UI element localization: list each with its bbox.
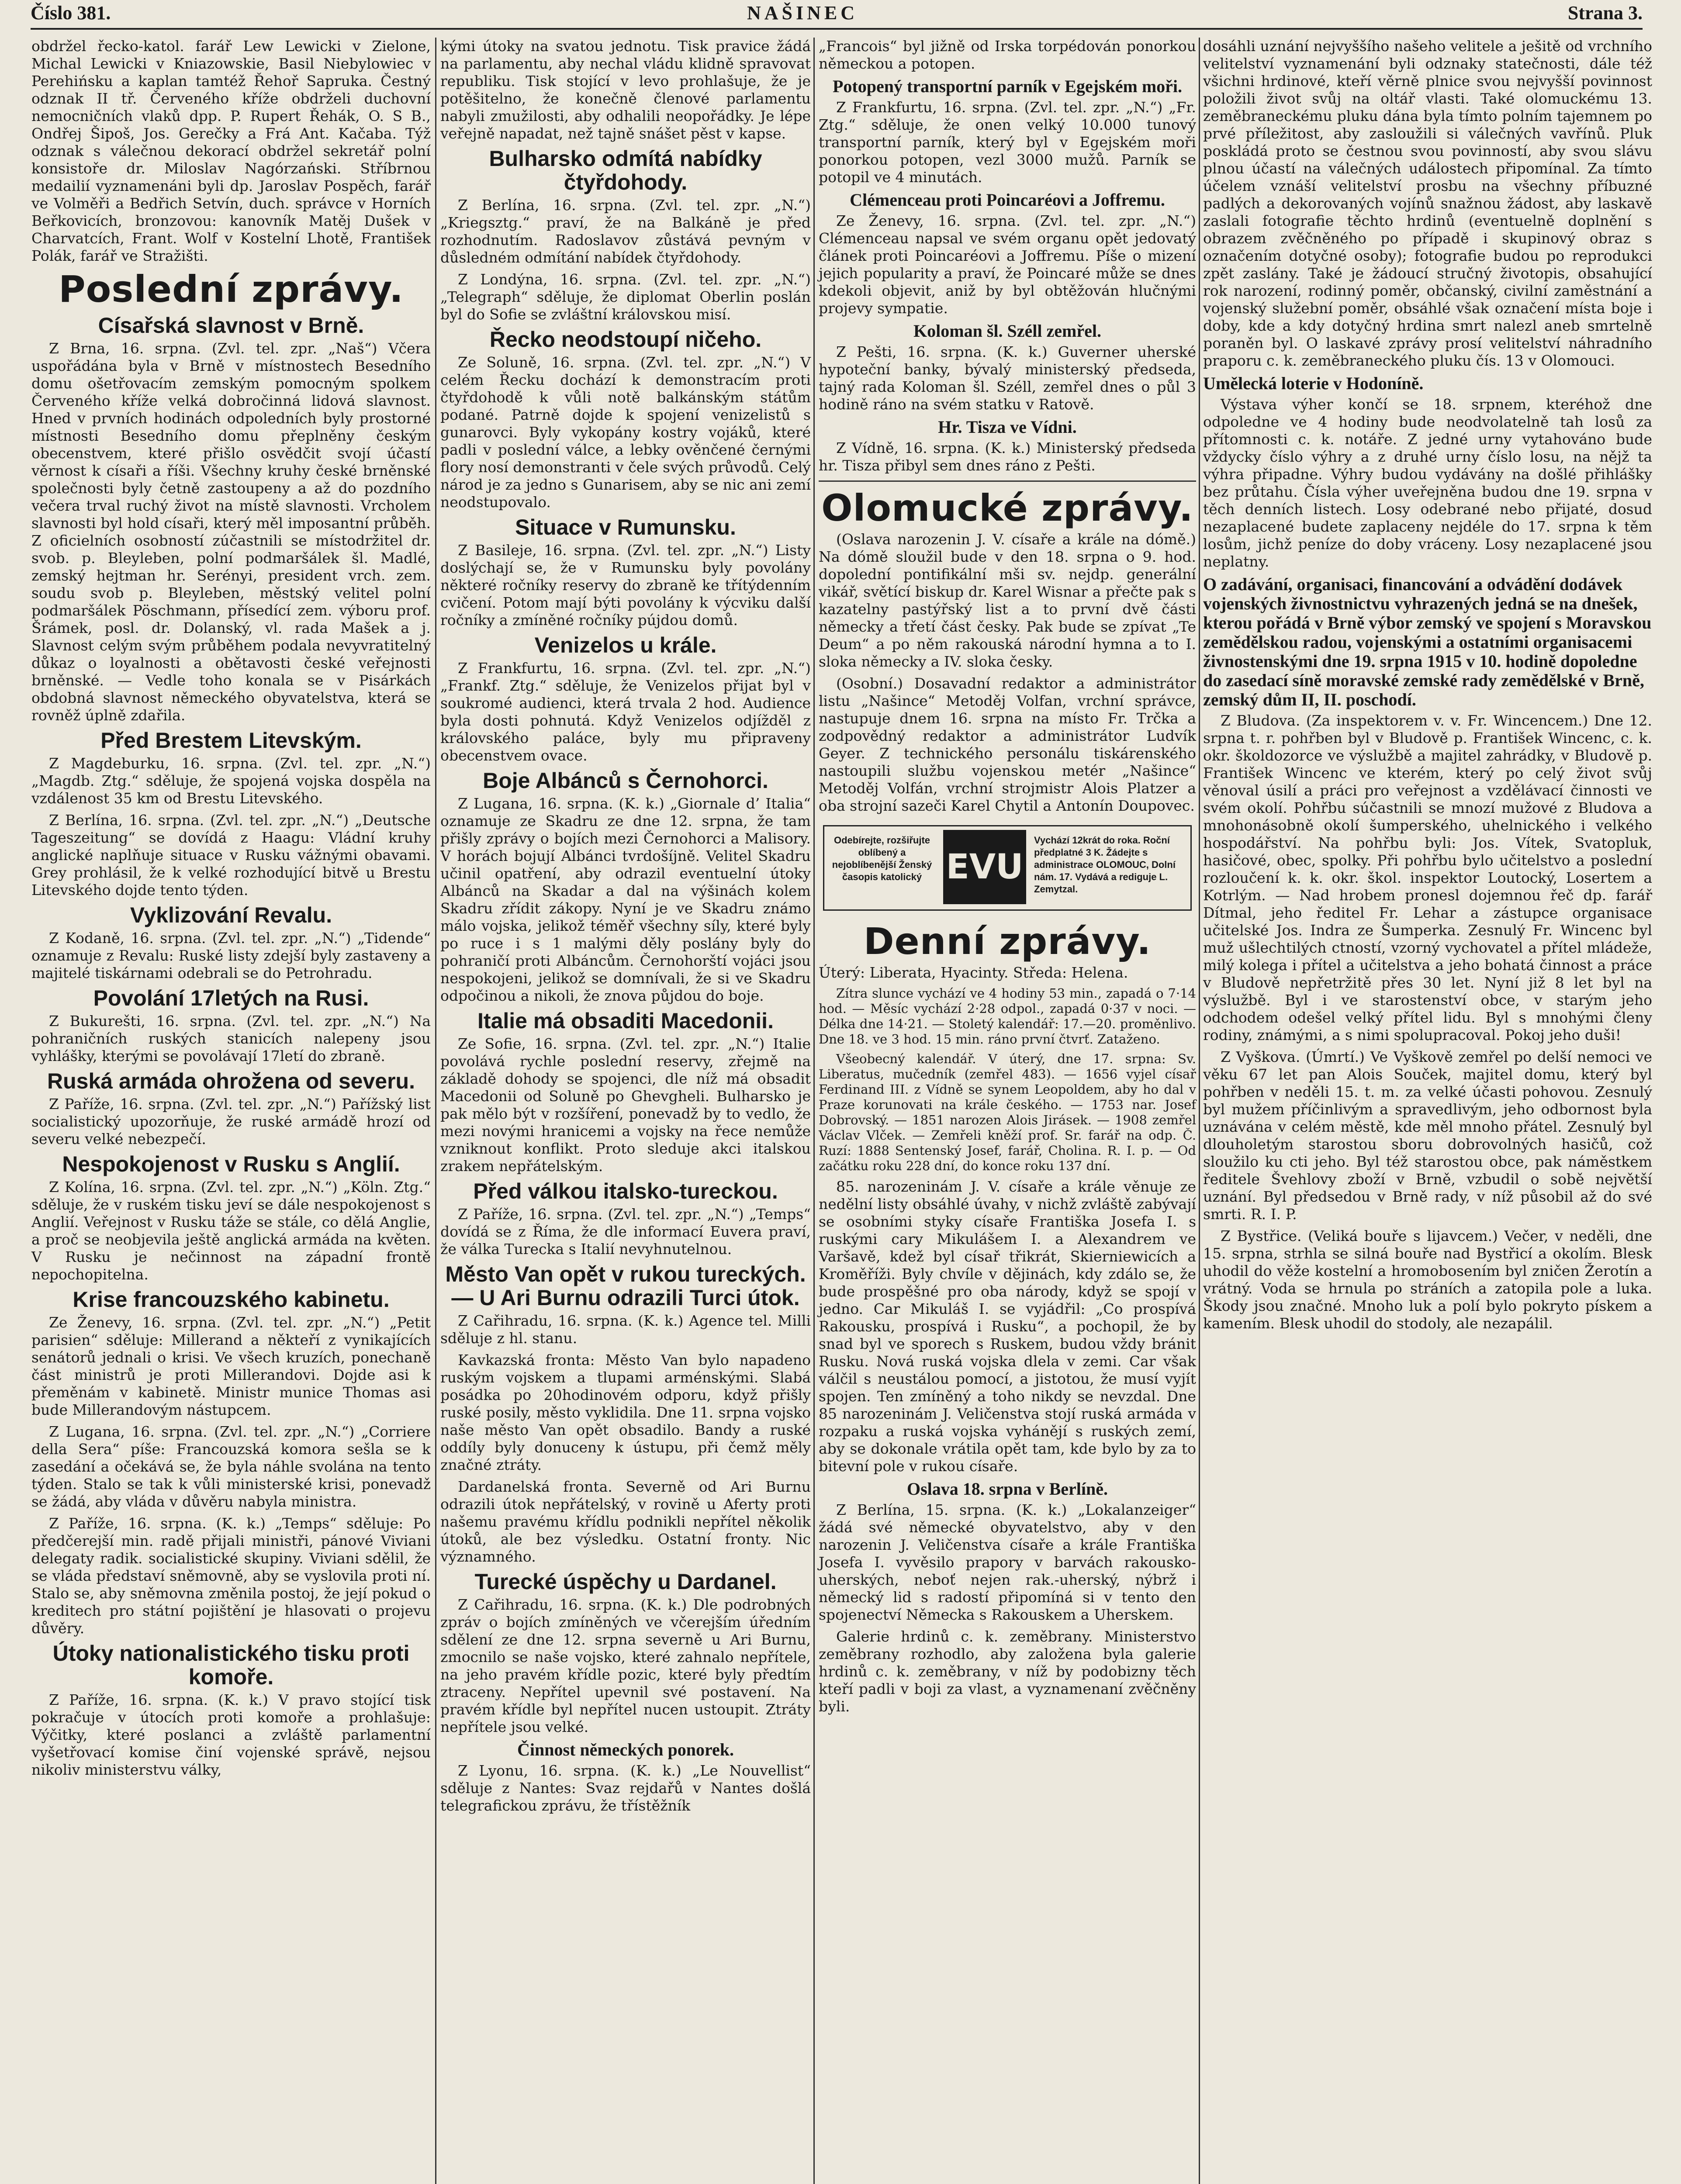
article-heading: Situace v Rumunsku. (515, 515, 736, 539)
article-heading: Před Brestem Litevským. (100, 728, 362, 753)
article-text: Z Berlína, 16. srpna. (Zvl. tel. zpr. „N.“) „Kriegsztg.“ praví, že na Balkáně je před rozhodnutím. Radoslavov zůstává pevným v důsledném odmítání nabídek čtyřdohody. (440, 197, 811, 266)
article-heading: Oslava 18. srpna v Berlíně. (906, 1479, 1108, 1499)
section-heading: Denní zprávy. (863, 920, 1152, 963)
article-heading: Italie má obsaditi Macedonii. (477, 1009, 774, 1033)
column-4 (1200, 38, 1655, 2184)
article-text: Z Magdeburku, 16. srpna. (Zvl. tel. zpr. „N.“) „Magdb. Ztg.“ sděluje, že spojená vojska dospěla na vzdálenost 35 km od Brestu Litevského. (31, 755, 431, 807)
article-text: (Osobní.) Dosavadní redaktor a administrátor listu „Našince“ Metoděj Volfan, vrchní správce, nastupuje dnem 16. srpna na místo Fr. Trčka a zodpovědný redaktor a administrátor Ludvík Geyer. Z technického personálu tiskárenského nastoupili službu vojenskou metér „Našince“ Metoděj Volfán, vrchní strojmistr Alois Platzer a oba strojní sazeči Karel Chytil a Antonín Doupovec. (819, 675, 1196, 814)
article-text: Z Kodaně, 16. srpna. (Zvl. tel. zpr. „N.“) „Tidende“ oznamuje z Revalu: Ruské listy zdejší byly zastaveny a majitelé tiskárnami odebrali se do Petrohradu. (31, 930, 431, 981)
article-heading: Činnost německých ponorek. (517, 1740, 734, 1759)
section-heading: Olomucké zprávy. (821, 487, 1193, 529)
issue-number: Číslo 381. (31, 2, 111, 24)
article-heading: Krise francouzského kabinetu. (73, 1287, 390, 1312)
article-heading: Císařská slavnost v Brně. (98, 313, 364, 338)
article-heading: Boje Albánců s Černohorci. (483, 768, 768, 793)
article-text: Z Bludova. (Za inspektorem v. v. Fr. Wincencem.) Dne 12. srpna t. r. pohřben byl v Bludově p. František Wincenc, c. k. okr. školdozorce ve výslužbě a majitel zahrádky, v Bludově p. František Wincenc ve kterém, který po celý život svůj věnoval úsilí a práci pro veřejnost a vzdělávací činnosti ve svém okolí. Pohřbu súčastnili se mnozí mužové z Bludova a mnohonásobně okolí šumperského, uhelnického i velkého hospodářství. Na pohřbu byli: Jos. Vítek, Svatopluk, hasičové, obec, spolky. Při pohřbu bylo učitelstvo a poslední rozloučení k. k. okr. škol. inspektor Loutocký, Losertem a Kotrlým. — Nad hrobem pronesl dojemnou řeč dp. farář Dítmal, jeho ředitel Fr. Lehar a zástupce organisace učitelské Jos. Indra ze Šumperka. Zesnulý Fr. Wincenc byl muž ušlechtilých ctností, vzorný vychovatel a přítel mládeže, milý kolega i přítel a učitelstva a jeho bohatá činnost a práce v Bludově nepřetržitě přes 30 let. Nyní již 8 let byl na výslužbě. Byl i ve starostenství obce, v starým jeho odchodem odešel velký přítel lidu. Byl s mnohými členy rodiny, známými, a s nimi spolupracoval. Pokoj jeho duši! (1203, 712, 1652, 1044)
article-text: Z Bukurešti, 16. srpna. (Zvl. tel. zpr. „N.“) Na pohraničních ruských stanicích nalepeny jsou vyhlášky, kterými se povolávají 17letí do zbraně. (31, 1013, 431, 1064)
article-text: Z Londýna, 16. srpna. (Zvl. tel. zpr. „N.“) „Telegraph“ sděluje, že diplomat Oberlin poslán byl do Sofie se zvláštní královskou misí. (440, 271, 811, 323)
article-text: Ze Soluně, 16. srpna. (Zvl. tel. zpr. „N.“) V celém Řecku dochází k demonstracím proti čtyřdohodě k vůli notě balkánským státům podané. Patrně dojde k spojení venizelistů s gunarovci. Byly vykopány kostry vojáků, které padli v poslední válce, a lebky ověnčené černými flory nosí demonstranti v čele svých průvodů. Celý národ je za jedno s Gunarisem, aby se nic ani zemí neodstupovalo. (440, 354, 811, 511)
article-text: Z Kolína, 16. srpna. (Zvl. tel. zpr. „N.“) „Köln. Ztg.“ sděluje, že v ruském tisku jeví se dále nespokojenost s Anglií. Veřejnost v Rusku táže se stále, co dělá Anglie, a proč se neobjevila ještě anglická armáda na květen. V Rusku je nečinnost na západní frontě nepochopitelna. (31, 1178, 431, 1283)
article-text: Z Paříže, 16. srpna. (K. k.) „Temps“ sděluje: Po předčerejší min. radě přijali ministři, pánové Viviani delegaty radik. socialistické skupiny. Viviani sdělil, že se vláda představí sněmovně, aby se vyslovila proti ní. Stalo se, aby sněmovna změnila postoj, že její pokud o kreditech pro státní pojištění je hlasovati o projevu důvěry. (31, 1515, 431, 1637)
article-text: Úterý: Liberata, Hyacinty. Středa: Helena. (819, 964, 1128, 981)
article-heading: Bulharsko odmítá nabídky čtyřdohody. (489, 146, 762, 194)
article-text: Z Vídně, 16. srpna. (K. k.) Ministerský předseda hr. Tisza přibyl sem dnes ráno z Pešti. (819, 439, 1196, 474)
column-3 (816, 38, 1199, 2184)
article-text: Z Lyonu, 16. srpna. (K. k.) „Le Nouvellist“ sděluje z Nantes: Svaz rejdařů v Nantes došlá telegrafickou zprávu, že třístěžník (440, 1762, 811, 1814)
article-text: Z Brna, 16. srpna. (Zvl. tel. zpr. „Naš“) Včera uspořádána byla v Brně v místnostech Besedního domu ošetřovacím zemským pomocným spolkem Červeného kříže velká dobročinná lidová slavnost. Hned v prvních hodinách odpoledních byly prostorné místnosti Besedního domu přeplněny českým obecenstvem, které přišlo osvědčit svojí účastí věrnost k císaři a říši. Všechny kruhy české brněnské společnosti byly četně zastoupeny a až do pozdního večera trval ruchý život na místě slavnosti. Vrcholem slavnosti byl hold císaři, který měl imposantní průběh. Z oficielních osobností zúčastnili se místodržitel dr. svob. p. Bleyleben, polní podmaršálek šl. Madlé, zemský hejtman hr. Serényi, president vrch. zem. soudu svob p. Bleyleben, městský velitel polní podmaršálek Pöschmann, přísedící zem. výboru prof. Šrámek, posl. dr. Dolanský, vl. rada Mašek a j. Slavnost celým svým průběhem podala nevyvratitelný důkaz o loyalnosti a obětavosti české veřejnosti brněnské. — Vedle toho konala se v Pisárkách obdobná slavnost německého obyvatelstva, která se rovněž úplně zdařila. (31, 340, 431, 724)
article-heading: Nespokojenost v Rusku s Anglií. (62, 1152, 400, 1176)
column-divider (813, 38, 815, 2184)
article-heading: Vyklizování Revalu. (130, 903, 332, 927)
article-text: Z Bystřice. (Veliká bouře s lijavcem.) Večer, v neděli, dne 15. srpna, strhla se silná bouře nad Bystřicí a okolím. Blesk uhodil do věže kostelní a hromobosením byl zničen Žerotín a vrátný. Voda se hrnula po stráních a zatopila pole a luka. Škody jsou značné. Mnoho luk a polí bylo pokryto pískem a kamením. Blesk uhodil do stodoly, ale nezapálil. (1203, 1227, 1652, 1332)
article-heading: Řecko neodstoupí ničeho. (489, 327, 762, 352)
article-text: Dardanelská fronta. Severně od Ari Burnu odrazili útok nepřátelský, v rovině u Aferty proti našemu pravému křídlu podnikli nepřítel několik útoků, ale bez výsledku. Ostatní fronty. Nic významného. (440, 1478, 811, 1565)
article-text: kými útoky na svatou jednotu. Tisk pravice žádá na parlamentu, aby nechal vládu klidně spravovat republiku. Tisk stojící v levo prohlašuje, že je potěšitelno, že konečně členové parlamentu nabyli zmužilosti, aby odhalili neopořádky. Je lépe veřejně napadat, než tajně snášet pěst v kapse. (440, 38, 811, 142)
section-divider (819, 480, 1196, 482)
article-heading: O zadávání, organisaci, financování a odvádění dodávek vojenských živnostnictvu vyhrazených jedná se na dnešek, kterou pořádá v Brně výbor zemský ve spojení s Moravskou zemědělskou radou, vojenskými a ostatními organisacemi živnostenskými dne 19. srpna 1915 v 10. hodině dopoledne do zasedací síně moravské zemské rady zemědělské v Brně, zemský dům II, II. poschodí. (1203, 574, 1652, 709)
page-number: Strana 3. (1567, 2, 1643, 24)
article-heading: Ruská armáda ohrožena od severu. (47, 1069, 415, 1093)
advertisement (823, 825, 1192, 911)
article-text: Z Lugana, 16. srpna. (K. k.) „Giornale d’ Italia“ oznamuje ze Skadru ze dne 12. srpna, že tam přišly zprávy o bojích mezi Černohorci a Malisory. V horách bojují Albánci tvrdošíjně. Velitel Skadru učinil opatření, aby odrazil eventuelní útoky Albánců na Skadar a dal na výšinách kolem Skadru zřídit zákopy. Nyní je ve Skadru známo málo vojska, jelikož téměř všechny síly, které byly po ruce i s 1 malými děly poslány byly do pohraničí proti Albáncům. Černohorští vojáci jsou nespokojeni, jelikož se domnívali, že si ve Skadru odpočinou a nikoli, že znova půjdou do boje. (440, 795, 811, 1004)
article-text: obdržel řecko-katol. farář Lew Lewicki v Zielone, Michal Lewicki v Kniazowskie, Basil Niebylowiec v Perehińsku a kaplan tamtéž Řehoř Sapruka. Čestný odznak II tř. Červeného kříže obdrželi duchovní nemocničních vlaků dpp. P. Rupert Řehák, O. S B., Ondřej Šipoš, Jos. Gerečky a Frá Ant. Kačaba. Týž odznak s válečnou dekorací obdržel sekretář polní konsistoře dr. Miloslav Nagórzański. Stříbrnou medailií vyznamenáni byli dp. Jaroslav Pospěch, farář ve Volměři a Bedřich Setvín, duch. správce v Horních Beřkovicích, bronzovou: kanovník Matěj Dušek v Charvatcích, Frant. Wolf v Kostelní Lhotě, František Polák, farář ve Stražišti. (31, 38, 431, 264)
article-text: „Francois“ byl jižně od Irska torpédován ponorkou německou a potopen. (819, 38, 1196, 72)
article-text: Z Pešti, 16. srpna. (K. k.) Guverner uherské hypoteční banky, bývalý ministerský předseda, tajný rada Koloman šl. Széll, zemřel dnes o půl 3 hodině ráno na svém statku v Ratově. (819, 343, 1196, 413)
article-text: Z Paříže, 16. srpna. (Zvl. tel. zpr. „N.“) „Temps“ dovídá se z Říma, že dle informací Euvera praví, že válka Turecka s Italií nevyhnutelnou. (440, 1206, 811, 1258)
article-text: Z Vyškova. (Úmrtí.) Ve Vyškově zemřel po delší nemoci ve věku 67 let pan Alois Souček, majitel domu, který byl pohřben v neděli 15. t. m. za velké účasti pohovou. Zesnulý byl mužem příčinlivým a spravedlivým, jeho odbornost byla uznávána v celém městě, kde měl mnoho přátel. Zesnulý byl dlouholetým starostou sboru dobrovolných hasičů, což sloužilo ku cti jeho. Byl též starostou obce, pak náměstkem ředitele Švehlovy zboží v Brně, vzbudil o sobě největší uznání. Byl předsedou v Brně rady, v níž působil až do své smrti. R. I. P. (1203, 1048, 1652, 1223)
article-heading: Turecké úspěchy u Dardanel. (474, 1569, 777, 1594)
article-text: Z Frankfurtu, 16. srpna. (Zvl. tel. zpr. „N.“) „Frankf. Ztg.“ sděluje, že Venizelos přijat byl v soukromé audienci, která trvala 2 hod. Audience byla dosti pohnutá. Když Venizelos odjížděl z královského paláce, byly mu připraveny obecenstvem ovace. (440, 660, 811, 764)
column-divider (435, 38, 436, 2184)
article-heading: Clémenceau proti Poincaréovi a Joffremu. (850, 190, 1165, 210)
section-heading: Poslední zprávy. (59, 268, 404, 311)
article-text: Ze Ženevy, 16. srpna. (Zvl. tel. zpr. „N.“) „Petit parisien“ sděluje: Millerand a někteří z vynikajících senátorů jednali o krisi. Ve všech kruzích, ponechaně část ministrů je proti Millerandovi. Dojde asi k přeměnám v kabinetě. Ministr munice Thomas asi bude Millerandovým nástupcem. (31, 1314, 431, 1418)
article-text: (Oslava narozenin J. V. císaře a krále na dómě.) Na dómě sloužil bude v den 18. srpna o 9. hod. dopolední pontifikální mši sv. nejdp. generální vikář, světící biskup dr. Karel Wisnar a přečte pak s kazatelny pastýřský list a to první dvě části německy a třetí část česky. Pak bude se zpívat „Te Deum“ a po něm rakouská národní hymna a to I. sloka německy a IV. sloka česky. (819, 531, 1196, 670)
article-text: Kavkazská fronta: Město Van bylo napadeno ruským vojskem a tlupami arménskými. Slabá posádka po 20hodinovém odporu, když přišly ruské posily, město vyklidila. Dne 11. srpna vojsko naše město Van opět obsadilo. Bandy a ruské oddíly byly donuceny k ústupu, při čemž měly značné ztráty. (440, 1351, 811, 1473)
article-text: Z Berlína, 16. srpna. (Zvl. tel. zpr. „N.“) „Deutsche Tageszeitung“ se dovídá z Haagu: Vládní kruhy anglické naplňuje situace v Rusku vážnými obavami. Grey prohlásil, že k velké rozhodující bitvě u Brestu Litevského dojde tento týden. (31, 812, 431, 898)
article-text: Ze Ženevy, 16. srpna. (Zvl. tel. zpr. „N.“) Clémenceau napsal ve svém organu opět jedovatý článek proti Poincaréovi a Joffremu. Píše o mizení jejich popularity a praví, že Poincaré může se dnes kdekoli objevit, aniž by byl obtěžován hlučnými projevy sympatie. (819, 212, 1196, 317)
header-rule (31, 28, 1643, 30)
article-text: Ze Sofie, 16. srpna. (Zvl. tel. zpr. „N.“) Italie povolává rychle poslední reservy, zřejmě na základě dohody se spojenci, dle níž má obsadit Macedonii od Soluně po Ghevgheli. Bulharsko je pak mělo být v rozšíření, ponevadž by to vedlo, že mezi novými hranicemi a vojsky na řece nemůže vzniknout konflikt. Proto sleduje akci italskou zrakem nepřátelským. (440, 1035, 811, 1175)
article-heading: Útoky nationalistického tisku proti komoře. (52, 1641, 410, 1689)
article-text: Z Basileje, 16. srpna. (Zvl. tel. zpr. „N.“) Listy doslýchají se, že v Rumunsku byly povolány některé ročníky reservy do zbraně ke třítýdenním cvičení. Potom mají býti povolány k výcviku další ročníky a zmíněné ročníky pújdou domů. (440, 542, 811, 629)
column-divider (1199, 38, 1200, 2184)
article-heading: Město Van opět v rukou tureckých. — U Ari Burnu odrazili Turci útok. (445, 1262, 806, 1310)
article-heading: Před válkou italsko-tureckou. (473, 1179, 778, 1203)
article-text: Z Frankfurtu, 16. srpna. (Zvl. tel. zpr. „N.“) „Fr. Ztg.“ sděluje, že onen velký 10.000 tunový transportní parník, který byl v Egejském moři ponorkou potopen, vezl 3000 mužů. Parník se potopil ve 4 minutách. (819, 99, 1196, 186)
article-text: Z Cařihradu, 16. srpna. (K. k.) Agence tel. Milli sděluje z hl. stanu. (440, 1312, 811, 1347)
article-text: Z Paříže, 16. srpna. (Zvl. tel. zpr. „N.“) Pařížský list socialistický upozorňuje, že ruské armádě hrozí od severu velké nebezpečí. (31, 1095, 431, 1147)
column-1 (29, 38, 433, 2184)
article-text: Galerie hrdinů c. k. zeměbrany. Ministerstvo zeměbrany rozhodlo, aby založena byla galerie hrdinů c. k. zeměbrany, v níž by podobizny těch kteří padli v boji za vlast, a vyznamenaní zvěčněny byli. (819, 1628, 1196, 1715)
newspaper-title: NAŠINEC (747, 2, 858, 24)
article-text: Výstava výher končí se 18. srpnem, kteréhož dne odpoledne ve 4 hodiny bude neodvolatelně tah losů za přítomnosti c. k. notáře. Z jedné urny vytahováno bude vždycky číslo výhry a z druhé urny číslo losu, na nějž ta výhra připadne. Výhry budou vydávány na došlé přihlášky bez průtahu. Čísla výher uveřejněna budou dne 19. srpna v těch denních listech. Losy odebrané nebo přijaté, dosud nezaplacené budete zaplaceny nejdéle do 17. srpna k těm losům, jichž peníze do doby vráceny. Losy nezaplacené jsou neplatny. (1203, 396, 1652, 570)
article-text: Z Paříže, 16. srpna. (K. k.) V pravo stojící tisk pokračuje v útocích proti komoře a prohlašuje: Výčitky, které poslanci a zvláště parlamentní vyšetřovací komise činí vojenské správě, nejsou nikoliv ministerstvu války, (31, 1691, 431, 1778)
article-heading: Povolání 17letých na Rusi. (93, 986, 369, 1010)
article-heading: Umělecká loterie v Hodoníně. (1203, 373, 1424, 393)
article-text: Z Cařihradu, 16. srpna. (K. k.) Dle podrobných zpráv o bojích zmíněných ve včerejším úředním sdělení ze dne 12. srpna severně u Ari Burnu, zmocnilo se naše vojsko, které zahnalo nepřítele, na jeho pravém křídle pozic, které byly předtím ztraceny. Nepřítel upevnil své postavení. Na pravém křídle byl nepřítel nucen ustoupit. Ztráty nepřítele jsou velké. (440, 1596, 811, 1735)
ad-logo: EVU (943, 830, 1026, 904)
article-heading: Koloman šl. Széll zemřel. (913, 321, 1101, 341)
article-text: Z Berlína, 15. srpna. (K. k.) „Lokalanzeiger“ žádá své německé obyvatelstvo, aby v den narozenin J. Veličenstva císaře a krále Františka Josefa I. vyvěsilo prapory v barvách rakousko-uherských, neboť nejen rak.-uherský, nýbrž i německý lid s radostí připomíná si v tento den spojenectví Německa s Rakouskem a Uherskem. (819, 1501, 1196, 1623)
ad-right-text: Vychází 12krát do roka. Roční předplatné 3 K. Žádejte s administrace OLOMOUC, Dolní nám. 17. Vydává a rediguje L. Zemytzal. (1034, 835, 1176, 895)
article-text: dosáhli uznání nejvyššího našeho velitele a ješitě od vrchního velitelství vyznamenání byli odznaky statečnosti, dále též všichni hrdinové, kteří věrně plnice svou nejvyšší povinnost položili život svůj na oltář vlasti. Také olomuckému 13. zeměbraneckému pluku dána byla tímto polním tajemnem po prvé příležitost, aby zasloužili si válečných vavřínů. Pluk poskládá proto se čestnou svou povinností, aby svou slávu plnou účastí na válečných událostech připomínal. Za tímto účelem vznáší velitelství prosbu na všechny příbuzné padlých a dekorovaných vojínů snažnou žádost, aby laskavě zaslali fotografie těchto hrdinů (eventuelně doplnění s obrazem zvěčněného po případě i skupinový obraz s označením dotyčné osoby); fotografie budou po reprodukci zpět zaslány. Také je žádoucí stručný životopis, obsahující rok narození, rodinný poměr, občanský, civilní zaměstnání a vojenský služební poměr, obsáhlé však označení místa boje i doby, kde a kdy dotyčný hrdina smrt nalezl aneb smrtelně poraněn byl. O laskavé zprávy prosí velitelství náhradního praporu c. k. zeměbraneckého pluku čís. 13 v Olomouci. (1203, 38, 1652, 369)
page-header (31, 2, 1643, 27)
article-heading: Venizelos u krále. (534, 633, 717, 657)
article-heading: Hr. Tisza ve Vídni. (938, 417, 1077, 437)
article-text: Z Lugana, 16. srpna. (Zvl. tel. zpr. „N.“) „Corriere della Sera“ píše: Francouzská komora sešla se k zasedání a očekává se, že byla náhle svolána na tento týden. Stalo se tak k vůli ministerské krisi, ponevadž se žádá, aby vláda v důvěru nabyla ministra. (31, 1423, 431, 1510)
article-text: 85. narozeninám J. V. císaře a krále věnuje ze nedělní listy obsáhlé úvahy, v nichž zvláště zabývají se osobními styky císaře Františka Josefa I. s ruskými cary Mikulášem I. a Alexandrem ve Varšavě, kdež byl císař třikrát, Skierniewicích a Kroměříži. Byly chvíle v dějinách, kdy zdálo se, že bude prospěšné pro oba národy, když se spojí v jedno. Car Mikuláš I. se vyjádřil: „Co prospívá Rakousku, prospívá i Rusku“, a pochopil, že by snad byl ve sporech s Ruskem, budou vždy bránit Rusku. Nová ruská vojska dlela v zemi. Car však válčil s neustálou pomocí, a jistotou, že musí vyjít spojen. Ten zmíněný a toho nikdy se nevzdal. Dne 85 narozeninám J. Veličenstva stojí ruská armáda v rozpaku a ruská vojska vyhánějí s ruských zemí, aby se dokonale vrátila opět tam, kde bylo by za to bitevní pole v rukou císaře. (819, 1178, 1196, 1475)
article-heading: Potopený transportní parník v Egejském moři. (833, 76, 1182, 96)
ad-left-text: Odebírejte, rozšiřujte oblíbený a nejoblíbenější Ženský časopis katolický (832, 835, 932, 882)
article-text: Zítra slunce vychází ve 4 hodiny 53 min., zapadá o 7·14 hod. — Měsíc vychází 2·28 odpol., zapadá 0·37 v noci. — Délka dne 14·21. — Stoletý kalendář: 17.—20. proměnlivo. Dne 18. ve 3 hod. 15 min. ráno první čtvrť. Zataženo. (819, 986, 1196, 1047)
column-2 (438, 38, 813, 2184)
article-text: Všeobecný kalendář. V úterý, dne 17. srpna: Sv. Liberatus, mučedník (zemřel 483). — 1656 vyjel císař Ferdinand III. z Vídně se synem Leopoldem, aby ho dal v Praze korunovati na krále českého. — 1753 nar. Josef Dobrovský. — 1851 narozen Alois Jirásek. — 1908 zemřel Václav Vlček. — Zemřeli kněží prof. Sr. farář na odp. Č. Ruzí: 1888 Sentenský Josef, farář, Cholina. R. I. p. — Od začátku roku 228 dní, do konce roku 137 dní. (819, 1051, 1196, 1173)
